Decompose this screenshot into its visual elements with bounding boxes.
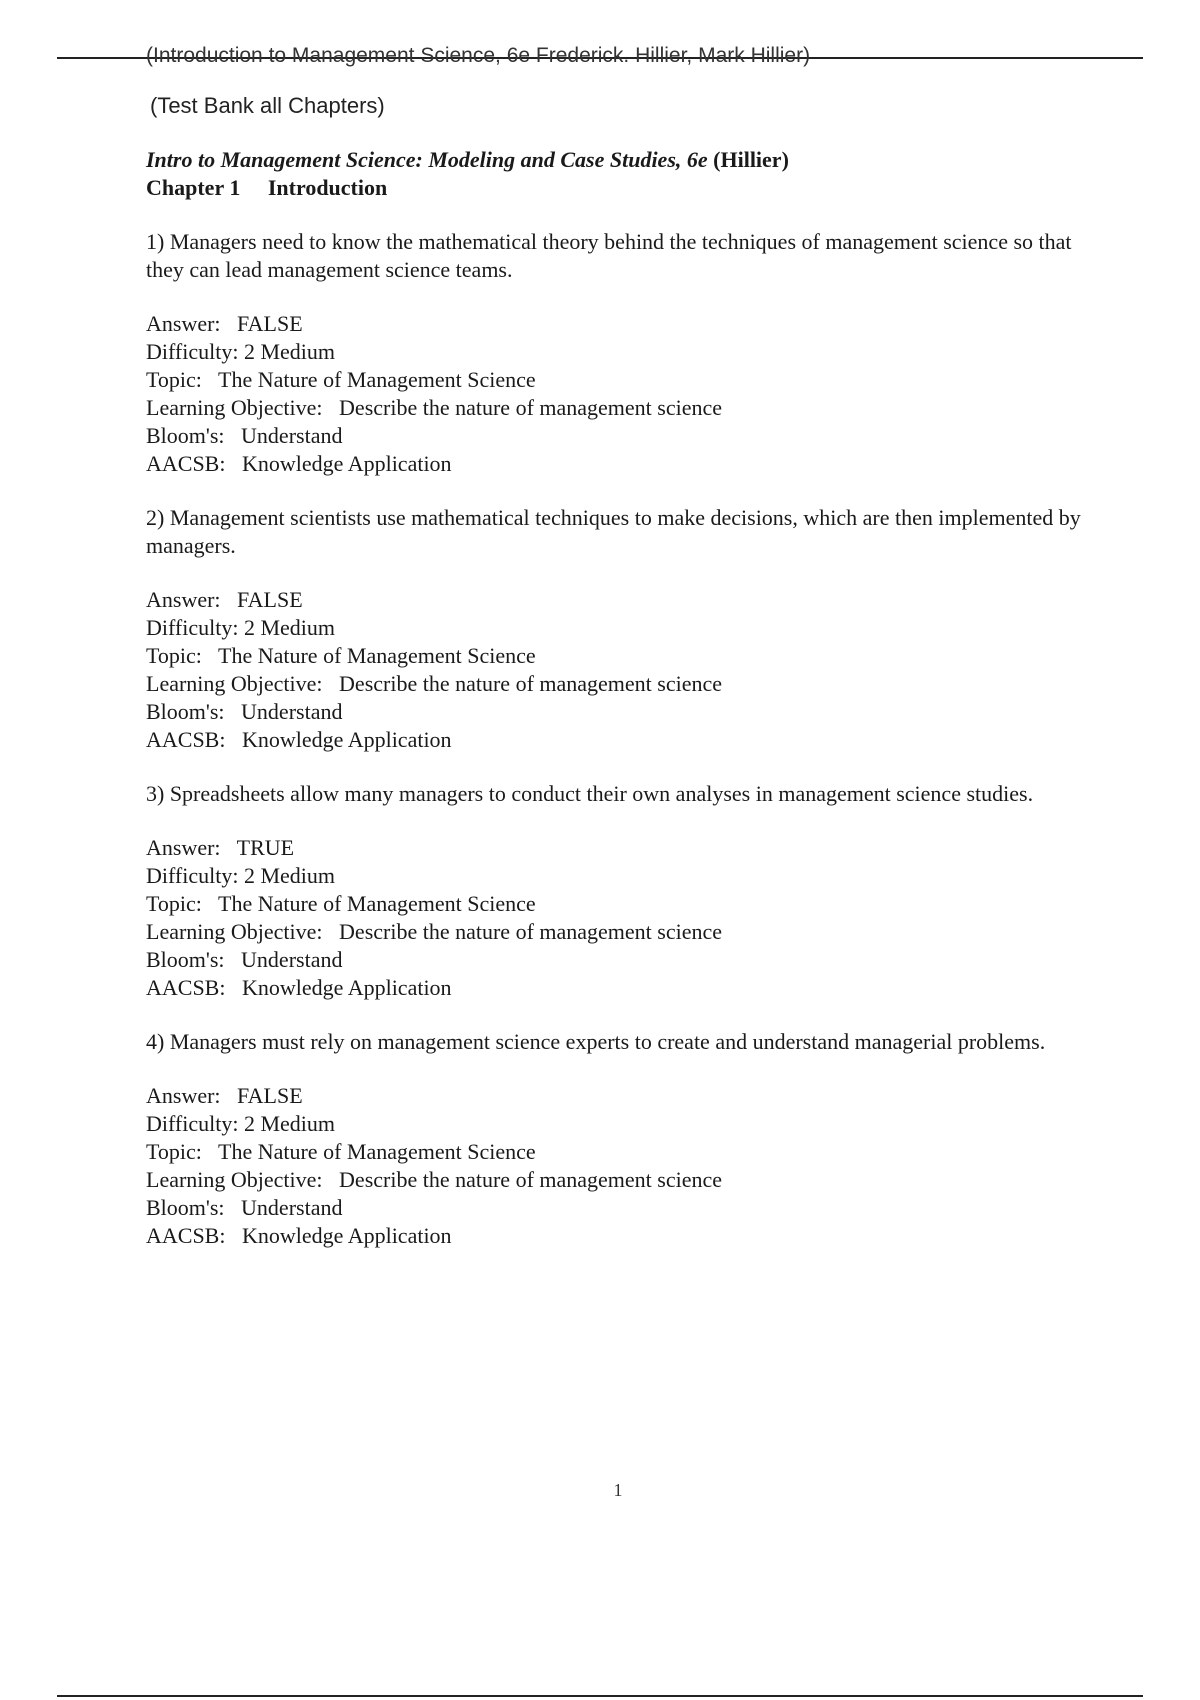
difficulty-row [146, 614, 1106, 642]
objective-value: Describe the nature of management science [339, 1167, 723, 1192]
blooms-label: Bloom's: [146, 699, 225, 724]
aacsb-label: AACSB: [146, 451, 226, 476]
objective-row [146, 670, 1106, 698]
aacsb-row [146, 1222, 1106, 1250]
topic-label: Topic: [146, 643, 202, 668]
question-text: 1) Managers need to know the mathematical theory behind the techniques of management science so that they can lead management science teams. [146, 229, 1072, 282]
objective-label: Learning Objective: [146, 671, 323, 696]
question-meta [146, 310, 1106, 478]
question-block [146, 1028, 1106, 1250]
question-block [146, 228, 1106, 478]
answer-value: FALSE [237, 587, 303, 612]
blooms-value: Understand [241, 423, 343, 448]
answer-label: Answer: [146, 311, 221, 336]
question-block [146, 780, 1106, 1002]
topic-row [146, 642, 1106, 670]
difficulty-value: 2 Medium [243, 1111, 336, 1136]
blooms-value: Understand [241, 699, 343, 724]
aacsb-value: Knowledge Application [241, 1223, 452, 1248]
difficulty-label: Difficulty: [146, 863, 239, 888]
aacsb-value: Knowledge Application [241, 451, 452, 476]
objective-row [146, 1166, 1106, 1194]
difficulty-value: 2 Medium [243, 339, 336, 364]
objective-row [146, 394, 1106, 422]
topic-value: The Nature of Management Science [218, 891, 536, 916]
question-meta [146, 834, 1106, 1002]
aacsb-value: Knowledge Application [241, 975, 452, 1000]
topic-label: Topic: [146, 1139, 202, 1164]
aacsb-label: AACSB: [146, 975, 226, 1000]
question-meta [146, 1082, 1106, 1250]
difficulty-row [146, 1110, 1106, 1138]
answer-value: FALSE [237, 1083, 303, 1108]
objective-value: Describe the nature of management science [339, 919, 723, 944]
topic-row [146, 366, 1106, 394]
blooms-label: Bloom's: [146, 947, 225, 972]
page-number: 1 [613, 1480, 623, 1500]
difficulty-value: 2 Medium [243, 615, 336, 640]
test-bank-subtitle: (Test Bank all Chapters) [150, 93, 385, 118]
difficulty-label: Difficulty: [146, 615, 239, 640]
document-body [146, 146, 1106, 1250]
topic-value: The Nature of Management Science [218, 643, 536, 668]
objective-value: Describe the nature of management science [339, 671, 723, 696]
chapter-name: Introduction [267, 175, 388, 200]
answer-row [146, 834, 1106, 862]
question-text: 2) Management scientists use mathematical techniques to make decisions, which are then implemented by managers. [146, 505, 1081, 558]
question-block [146, 504, 1106, 754]
aacsb-row [146, 974, 1106, 1002]
difficulty-label: Difficulty: [146, 1111, 239, 1136]
blooms-row [146, 1194, 1106, 1222]
blooms-label: Bloom's: [146, 423, 225, 448]
objective-value: Describe the nature of management science [339, 395, 723, 420]
blooms-row [146, 946, 1106, 974]
answer-label: Answer: [146, 587, 221, 612]
question-meta [146, 586, 1106, 754]
book-author: (Hillier) [707, 147, 789, 172]
answer-label: Answer: [146, 835, 221, 860]
difficulty-row [146, 862, 1106, 890]
topic-value: The Nature of Management Science [218, 1139, 536, 1164]
book-title: Intro to Management Science: Modeling and Case Studies, 6e [146, 147, 708, 172]
blooms-row [146, 422, 1106, 450]
aacsb-row [146, 726, 1106, 754]
topic-value: The Nature of Management Science [218, 367, 536, 392]
objective-label: Learning Objective: [146, 1167, 323, 1192]
blooms-row [146, 698, 1106, 726]
objective-row [146, 918, 1106, 946]
aacsb-row [146, 450, 1106, 478]
chapter-heading [146, 174, 1106, 202]
bottom-rule [57, 1695, 1143, 1697]
chapter-label: Chapter 1 [146, 175, 241, 200]
objective-label: Learning Objective: [146, 395, 323, 420]
topic-row [146, 1138, 1106, 1166]
book-title-line [146, 146, 1106, 174]
question-text: 3) Spreadsheets allow many managers to conduct their own analyses in management science studies. [146, 781, 1034, 806]
answer-row [146, 586, 1106, 614]
difficulty-label: Difficulty: [146, 339, 239, 364]
question-text: 4) Managers must rely on management science experts to create and understand managerial problems. [146, 1029, 1046, 1054]
blooms-value: Understand [241, 1195, 343, 1220]
aacsb-label: AACSB: [146, 1223, 226, 1248]
answer-value: TRUE [236, 835, 295, 860]
topic-row [146, 890, 1106, 918]
difficulty-value: 2 Medium [243, 863, 336, 888]
answer-value: FALSE [237, 311, 303, 336]
difficulty-row [146, 338, 1106, 366]
blooms-value: Understand [241, 947, 343, 972]
answer-label: Answer: [146, 1083, 221, 1108]
objective-label: Learning Objective: [146, 919, 323, 944]
topic-label: Topic: [146, 891, 202, 916]
answer-row [146, 1082, 1106, 1110]
blooms-label: Bloom's: [146, 1195, 225, 1220]
answer-row [146, 310, 1106, 338]
aacsb-value: Knowledge Application [241, 727, 452, 752]
struck-header-title: (Introduction to Management Science, 6e Frederick. Hillier, Mark Hillier) [146, 44, 811, 67]
aacsb-label: AACSB: [146, 727, 226, 752]
topic-label: Topic: [146, 367, 202, 392]
